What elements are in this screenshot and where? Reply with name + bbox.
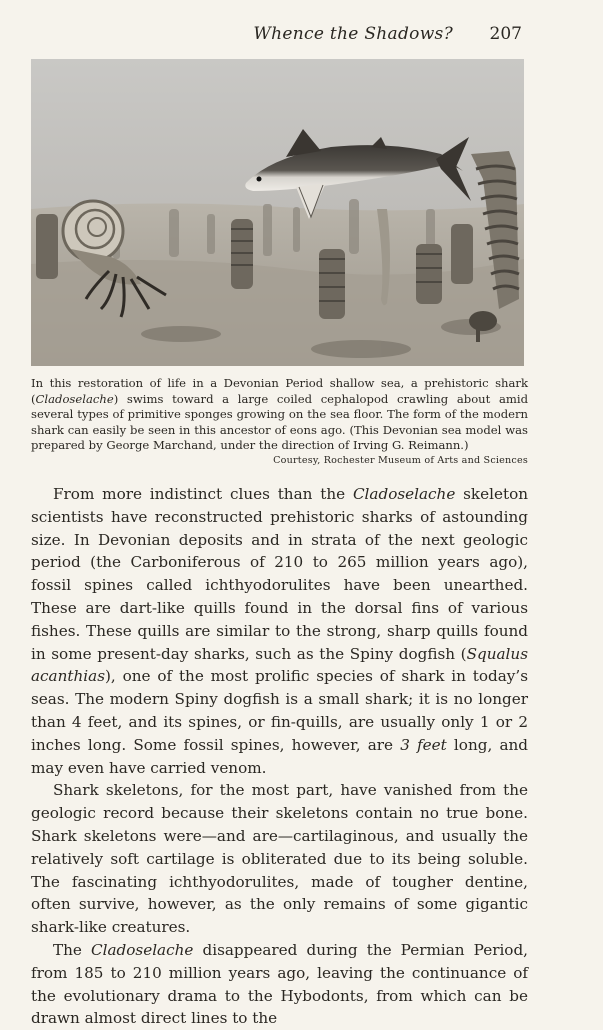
p1-genus: Cladoselache [352,485,456,503]
paragraph-2: Shark skeletons, for the most part, have vanished from the geologic record because their skeletons contain no true bone. Shark skeletons were—and are—cartilaginous, and usually the relatively soft cartilage is obliterated due to its being soluble. The fascinating ichthyodorulites, made of tougher dentine, often survive, however, as the only remains of some gigantic shark-like creatures. [31,781,528,937]
running-head-title: Whence the Shadows? [253,24,453,44]
page-header [0,22,603,46]
p1-feet: 3 feet [400,735,447,754]
p3-genus: Cladoselache [91,940,194,959]
p1-text-b: skeleton scientists have reconstructed prehistoric sharks of astounding size. In Devonian deposits and in strata of the next geologic period (the Carboniferous of 210 to 265 million years ago), fossil spines called ichthyodorulites have been unearthed. These are dart-like quills found in the dorsal fins of various fishes. These quills are similar to the strong, sharp quills found in some present-day sharks, such as the Spiny dogfish ( [31,485,528,663]
figure-caption [31,376,528,454]
figure-credit: Courtesy, Rochester Museum of Arts and Sciences [273,455,528,466]
caption-text-part1: In this restoration of life in a Devonian Period shallow sea, a prehistoric shark ( [31,376,528,406]
p1-text-c: ), one of the most prolific species of shark in today’s seas. The modern Spiny dogfish is a small shark; it is no longer than 4 feet, and its spines, or fin-quills, are usually only 1 or 2 inches long. Some fossil spines, however, are [31,667,528,754]
body-text [31,483,528,1030]
caption-genus: Cladoselache [35,391,114,406]
p1-text-a: From more indistinct clues than the [53,485,353,503]
page-number: 207 [489,24,522,44]
p3-text-b: disappeared during the Permian Period, from 185 to 210 million years ago, leaving the continuance of the evolutionary drama to the Hybodonts, from which can be drawn almost direct lines to the [31,940,529,1028]
paragraph-3 [31,939,528,1030]
paragraph-1 [31,483,528,779]
p3-text-a: The [53,940,92,959]
caption-text-part2: ) swims toward a large coiled cephalopod crawling about amid several types of primitive sponges growing on the sea floor. The form of the modern shark can easily be seen in this ancestor of eons ago. (This Devonian sea model was prepared by George Marchand, under the direction of Irving G. Reimann.) [31,391,528,452]
p1-text-d: long, and may even have carried venom. [31,735,528,777]
devonian-sea-illustration [31,59,524,366]
p1-species: Squalus acanthias [31,644,528,686]
